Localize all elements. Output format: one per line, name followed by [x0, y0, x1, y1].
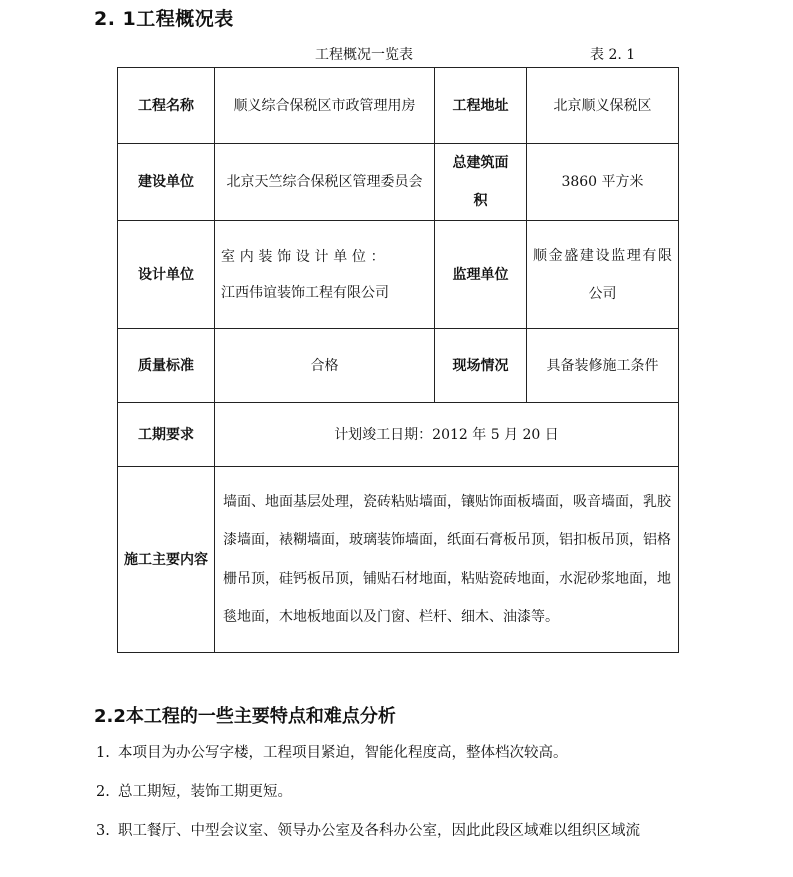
list-text: 本项目为办公写字楼，工程项目紧迫，智能化程度高，整体档次较高。: [118, 745, 568, 761]
section-heading-analysis: 2.2本工程的一些主要特点和难点分析: [94, 706, 396, 727]
list-number: 2.: [96, 784, 110, 800]
list-item: [96, 819, 640, 840]
table-row: [118, 467, 679, 653]
list-number: 3.: [96, 823, 110, 839]
list-text: 职工餐厅、中型会议室、领导办公室及各科办公室，因此此段区域难以组织区域流: [118, 823, 640, 839]
table-row: [118, 68, 679, 144]
label-quality-standard: 质量标准: [118, 329, 215, 403]
label-supervision-unit: 监理单位: [435, 221, 527, 329]
value-total-area: 3860 平方米: [527, 144, 679, 221]
label-total-area: 总建筑面积: [435, 144, 527, 221]
project-overview-table: [117, 67, 679, 653]
table-caption-number: 表 2. 1: [590, 47, 636, 63]
value-supervision-unit: 顺金盛建设监理有限公司: [527, 221, 679, 329]
table-row: [118, 221, 679, 329]
label-construction-unit: 建设单位: [118, 144, 215, 221]
table-caption-title: 工程概况一览表: [315, 47, 413, 63]
label-site-condition: 现场情况: [435, 329, 527, 403]
list-item: [96, 780, 292, 801]
list-item: [96, 741, 568, 762]
label-project-address: 工程地址: [435, 68, 527, 144]
table-row: [118, 329, 679, 403]
list-text: 总工期短，装饰工期更短。: [118, 784, 292, 800]
label-schedule: 工期要求: [118, 403, 215, 467]
value-construction-unit: 北京天竺综合保税区管理委员会: [215, 144, 435, 221]
design-unit-line2: 江西伟谊装饰工程有限公司: [221, 284, 389, 301]
table-row: [118, 144, 679, 221]
value-quality-standard: 合格: [215, 329, 435, 403]
value-project-name: 顺义综合保税区市政管理用房: [215, 68, 435, 144]
label-main-work: 施工主要内容: [118, 467, 215, 653]
section-heading-overview: 2. 1工程概况表: [94, 8, 234, 30]
value-schedule: 计划竣工日期：2012 年 5 月 20 日: [215, 403, 679, 467]
table-row: [118, 403, 679, 467]
value-project-address: 北京顺义保税区: [527, 68, 679, 144]
value-site-condition: 具备装修施工条件: [527, 329, 679, 403]
value-design-unit: [215, 221, 435, 329]
label-project-name: 工程名称: [118, 68, 215, 144]
label-design-unit: 设计单位: [118, 221, 215, 329]
design-unit-line1: 室内装饰设计单位：: [221, 248, 390, 265]
list-number: 1.: [96, 745, 110, 761]
value-main-work: 墙面、地面基层处理，瓷砖粘贴墙面，镶贴饰面板墙面，吸音墙面，乳胶漆墙面，裱糊墙面，玻璃装饰墙面，纸面石膏板吊顶，铝扣板吊顶，铝格栅吊顶，硅钙板吊顶，铺贴石材地面，粘贴瓷砖地面，水泥砂浆地面，地毯地面，木地板地面以及门窗、栏杆、细木、油漆等。: [215, 467, 679, 653]
